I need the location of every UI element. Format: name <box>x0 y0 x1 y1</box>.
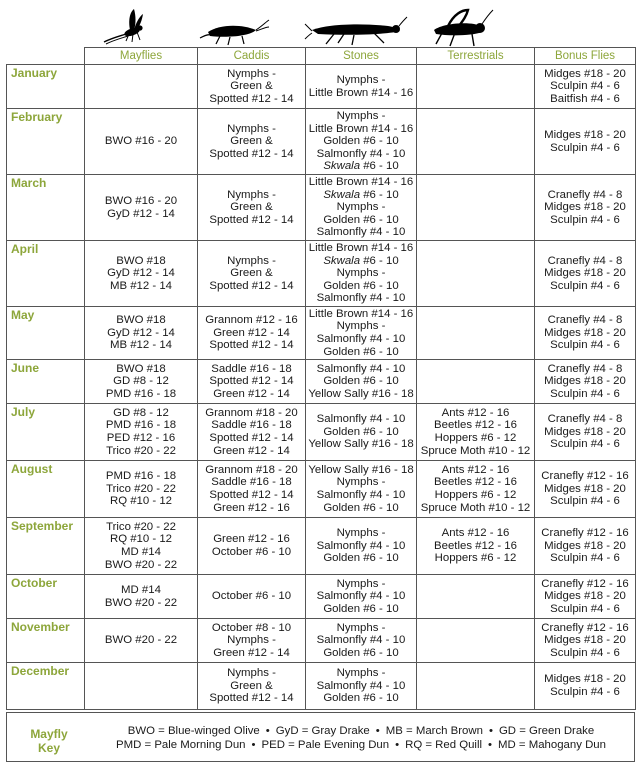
key-line-1 <box>93 724 629 738</box>
fly-entry: Baitfish #4 - 6 <box>550 92 620 105</box>
month-row <box>7 175 636 241</box>
month-label: May <box>7 307 85 360</box>
hatch-cell-caddis <box>198 307 306 360</box>
fly-entry: Nymphs - <box>336 621 386 634</box>
month-row <box>7 461 636 518</box>
key-separator: • <box>395 739 400 751</box>
fly-entry: Midges #18 - 20 <box>544 425 626 438</box>
hatch-cell-bonus-flies <box>535 404 636 461</box>
column-header-caddis: Caddis <box>198 48 306 65</box>
fly-entry: Cranefly #4 - 8 <box>547 188 623 201</box>
fly-entry: Cranefly #12 - 16 <box>541 527 629 540</box>
fly-entry: Cranefly #4 - 8 <box>547 413 623 426</box>
fly-entry: Nymphs - <box>336 320 386 333</box>
hatch-cell-bonus-flies <box>535 109 636 175</box>
fly-entry: Sculpin #4 - 6 <box>550 686 620 698</box>
hatch-cell-terrestrials <box>417 241 535 307</box>
hatch-cell-bonus-flies <box>535 360 636 404</box>
fly-entry: Golden #6 - 10 <box>323 552 399 565</box>
fly-entry: Salmonfly #4 - 10 <box>316 147 406 160</box>
month-label: September <box>7 518 85 575</box>
hatch-cell-caddis <box>198 65 306 109</box>
fly-entry: Grannom #18 - 20 <box>205 463 298 476</box>
hatch-cell-stones <box>306 404 417 461</box>
fly-entry: Nymphs - <box>227 122 276 135</box>
month-label: February <box>7 109 85 175</box>
fly-entry: Golden #6 - 10 <box>323 213 399 226</box>
hatch-cell-mayflies <box>85 109 198 175</box>
month-row <box>7 109 636 175</box>
key-separator: • <box>488 739 493 751</box>
fly-entry: Cranefly #12 - 16 <box>541 577 629 590</box>
fly-entry: Golden #6 - 10 <box>323 692 399 705</box>
fly-entry: Midges #18 - 20 <box>544 201 626 214</box>
hatch-cell-mayflies <box>85 461 198 518</box>
fly-entry: Spotted #12 - 14 <box>209 375 294 388</box>
fly-entry: Little Brown #14 - 16 <box>308 176 414 189</box>
month-label: June <box>7 360 85 404</box>
fly-entry: Spotted #12 - 14 <box>209 213 294 226</box>
hatch-cell-bonus-flies <box>535 575 636 619</box>
fly-entry: BWO #20 - 22 <box>104 634 178 647</box>
hatch-cell-caddis <box>198 175 306 241</box>
insect-silhouettes <box>0 0 640 48</box>
fly-entry: Little Brown #14 - 16 <box>308 242 414 255</box>
fly-entry: RQ #10 - 12 <box>109 495 173 508</box>
fly-entry: Sculpin #4 - 6 <box>550 387 620 400</box>
fly-entry: Golden #6 - 10 <box>323 135 399 148</box>
fly-entry: Spotted #12 - 14 <box>209 489 294 501</box>
hatch-cell-terrestrials <box>417 360 535 404</box>
fly-entry: MD #14 <box>121 583 161 596</box>
fly-entry: Hoppers #6 - 12 <box>434 489 517 501</box>
fly-entry: Yellow Sally #16 - 18 <box>308 438 414 451</box>
fly-entry: GD #8 - 12 <box>113 375 169 388</box>
fly-entry: Nymphs - <box>336 527 386 540</box>
column-header-bonus-flies: Bonus Flies <box>535 48 636 65</box>
fly-entry: Spotted #12 - 14 <box>209 692 294 705</box>
key-entry: BWO = Blue-winged Olive <box>127 725 260 737</box>
hatch-cell-mayflies <box>85 307 198 360</box>
hatch-cell-bonus-flies <box>535 65 636 109</box>
hatch-cell-bonus-flies <box>535 518 636 575</box>
key-line-2 <box>93 738 629 752</box>
hatch-cell-terrestrials <box>417 404 535 461</box>
column-header-terrestrials: Terrestrials <box>417 48 535 65</box>
month-label: April <box>7 241 85 307</box>
fly-entry: BWO #18 <box>116 254 166 267</box>
fly-entry: PMD #16 - 18 <box>105 387 177 400</box>
fly-entry: Green & <box>230 679 273 692</box>
month-label: November <box>7 619 85 663</box>
fly-entry: Midges #18 - 20 <box>544 590 626 603</box>
fly-entry: Salmonfly #4 - 10 <box>316 413 406 426</box>
fly-entry: Skwala #6 - 10 <box>323 160 399 173</box>
fly-entry: Beetles #12 - 16 <box>434 419 517 432</box>
month-label: December <box>7 663 85 710</box>
fly-entry: Nymphs - <box>336 476 386 489</box>
hatch-cell-mayflies <box>85 175 198 241</box>
mayfly-key-title-line1: Mayfly <box>30 727 68 741</box>
hatch-cell-terrestrials <box>417 575 535 619</box>
month-label: August <box>7 461 85 518</box>
fly-entry: Spotted #12 - 14 <box>209 339 294 352</box>
fly-entry: Midges #18 - 20 <box>544 375 626 388</box>
fly-entry: Salmonfly #4 - 10 <box>316 489 406 501</box>
hatch-cell-mayflies <box>85 241 198 307</box>
hatch-cell-mayflies <box>85 663 198 710</box>
fly-entry: Grannom #18 - 20 <box>205 406 298 419</box>
fly-entry: Green #12 - 14 <box>213 387 290 400</box>
hatch-cell-stones <box>306 663 417 710</box>
fly-entry: PMD #16 - 18 <box>105 419 177 432</box>
fly-entry: Midges #18 - 20 <box>544 128 626 141</box>
fly-entry: Golden #6 - 10 <box>323 646 399 659</box>
fly-entry: Nymphs - <box>227 254 276 267</box>
hatch-cell-mayflies <box>85 65 198 109</box>
hatch-cell-caddis <box>198 360 306 404</box>
fly-entry: Sculpin #4 - 6 <box>550 339 620 352</box>
column-header-stones: Stones <box>306 48 417 65</box>
fly-entry: Ants #12 - 16 <box>441 406 510 419</box>
hatch-cell-stones <box>306 241 417 307</box>
fly-entry: Golden #6 - 10 <box>323 501 399 514</box>
hatch-cell-stones <box>306 65 417 109</box>
fly-entry: Spotted #12 - 14 <box>209 279 294 292</box>
fly-entry: Nymphs - <box>227 67 276 80</box>
fly-entry: Midges #18 - 20 <box>544 267 626 280</box>
key-entry: GD = Green Drake <box>498 725 595 737</box>
fly-entry: Grannom #12 - 16 <box>205 314 298 327</box>
hatch-cell-caddis <box>198 619 306 663</box>
fly-entry: Ants #12 - 16 <box>441 527 510 540</box>
fly-entry: BWO #18 <box>116 362 166 375</box>
key-separator: • <box>265 725 270 737</box>
hatch-cell-stones <box>306 461 417 518</box>
hatch-cell-mayflies <box>85 404 198 461</box>
fly-entry: Sculpin #4 - 6 <box>550 279 620 292</box>
fly-entry: BWO #16 - 20 <box>104 135 178 148</box>
caddisfly-icon <box>198 18 270 46</box>
fly-entry: Spruce Moth #10 - 12 <box>420 501 531 514</box>
fly-entry: Beetles #12 - 16 <box>434 539 517 552</box>
hatch-cell-caddis <box>198 518 306 575</box>
fly-entry: Golden #6 - 10 <box>323 345 399 358</box>
hatch-cell-stones <box>306 575 417 619</box>
mayfly-key-definitions <box>93 724 629 752</box>
fly-entry: GyD #12 - 14 <box>107 207 175 220</box>
fly-entry: Saddle #16 - 18 <box>211 362 292 375</box>
month-row <box>7 518 636 575</box>
fly-entry: Trico #20 - 22 <box>106 444 176 457</box>
fly-entry: Salmonfly #4 - 10 <box>316 333 406 345</box>
fly-entry: Nymphs - <box>336 110 386 123</box>
month-label: October <box>7 575 85 619</box>
hatch-cell-terrestrials <box>417 619 535 663</box>
hatch-cell-bonus-flies <box>535 663 636 710</box>
fly-entry: Salmonfly #4 - 10 <box>316 679 406 692</box>
fly-entry: Salmonfly #4 - 10 <box>316 539 406 552</box>
hatch-cell-terrestrials <box>417 307 535 360</box>
fly-entry: Sculpin #4 - 6 <box>550 602 620 615</box>
fly-entry: Sculpin #4 - 6 <box>550 213 620 226</box>
key-separator: • <box>251 739 256 751</box>
month-label: January <box>7 65 85 109</box>
hatch-cell-stones <box>306 360 417 404</box>
fly-entry: Sculpin #4 - 6 <box>550 438 620 451</box>
fly-entry: Cranefly #12 - 16 <box>541 621 629 634</box>
fly-entry: Spruce Moth #10 - 12 <box>420 444 531 457</box>
fly-entry: Sculpin #4 - 6 <box>550 495 620 508</box>
hatch-cell-caddis <box>198 461 306 518</box>
fly-entry: Nymphs - <box>336 73 386 86</box>
key-entry: MB = March Brown <box>385 725 483 737</box>
fly-entry: Golden #6 - 10 <box>323 279 399 292</box>
fly-entry: Skwala #6 - 10 <box>323 254 399 267</box>
fly-entry: Yellow Sally #16 - 18 <box>308 463 414 476</box>
fly-entry: Nymphs - <box>227 667 276 680</box>
fly-entry: Green & <box>230 135 273 148</box>
fly-entry: MD #14 <box>121 546 161 558</box>
fly-entry: Green #12 - 16 <box>213 501 290 514</box>
fly-entry: Skwala #6 - 10 <box>323 188 399 201</box>
fly-entry: Salmonfly #4 - 10 <box>316 590 406 603</box>
fly-entry: Little Brown #14 - 16 <box>308 86 414 99</box>
fly-entry: GyD #12 - 14 <box>107 326 175 339</box>
fly-entry: Nymphs - <box>336 267 386 280</box>
fly-entry: Sculpin #4 - 6 <box>550 646 620 659</box>
month-label: March <box>7 175 85 241</box>
fly-entry: RQ #10 - 12 <box>109 533 173 546</box>
month-row <box>7 404 636 461</box>
key-entry: MD = Mahogany Dun <box>498 739 606 751</box>
hatch-cell-stones <box>306 619 417 663</box>
hatch-cell-caddis <box>198 663 306 710</box>
key-entry: PED = Pale Evening Dun <box>261 739 390 751</box>
hatch-cell-caddis <box>198 241 306 307</box>
fly-entry: Yellow Sally #16 - 18 <box>308 387 414 400</box>
hatch-cell-caddis <box>198 404 306 461</box>
fly-entry: Little Brown #14 - 16 <box>308 122 414 135</box>
fly-entry: Nymphs - <box>336 201 386 214</box>
month-row <box>7 307 636 360</box>
fly-entry: Golden #6 - 10 <box>323 602 399 615</box>
hatch-cell-terrestrials <box>417 663 535 710</box>
hatch-cell-stones <box>306 109 417 175</box>
fly-entry: Midges #18 - 20 <box>544 634 626 647</box>
hatch-cell-caddis <box>198 575 306 619</box>
fly-entry: BWO #16 - 20 <box>104 194 178 207</box>
fly-entry: Midges #18 - 20 <box>544 539 626 552</box>
fly-entry: Hoppers #6 - 12 <box>434 552 517 565</box>
fly-entry: MB #12 - 14 <box>109 339 173 352</box>
hatch-cell-stones <box>306 175 417 241</box>
hatch-cell-terrestrials <box>417 461 535 518</box>
fly-entry: Golden #6 - 10 <box>323 425 399 438</box>
fly-entry: Midges #18 - 20 <box>544 673 626 686</box>
fly-entry: BWO #20 - 22 <box>104 558 178 571</box>
fly-entry: Cranefly #4 - 8 <box>547 254 623 267</box>
mayfly-icon <box>102 8 148 46</box>
key-entry: PMD = Pale Morning Dun <box>116 739 246 751</box>
hatch-cell-stones <box>306 307 417 360</box>
grasshopper-icon <box>428 8 494 48</box>
hatch-cell-bonus-flies <box>535 461 636 518</box>
key-entry: GyD = Gray Drake <box>275 725 370 737</box>
fly-entry: Green #12 - 14 <box>213 646 290 659</box>
fly-entry: Green & <box>230 80 273 93</box>
key-entry: RQ = Red Quill <box>405 739 483 751</box>
fly-entry: GD #8 - 12 <box>113 406 169 419</box>
key-separator: • <box>375 725 380 737</box>
fly-entry: Ants #12 - 16 <box>441 463 510 476</box>
month-row <box>7 619 636 663</box>
stonefly-icon <box>304 14 408 46</box>
fly-entry: Midges #18 - 20 <box>544 326 626 339</box>
fly-entry: Sculpin #4 - 6 <box>550 552 620 565</box>
mayfly-key-title <box>11 727 87 755</box>
fly-entry: Nymphs - <box>336 577 386 590</box>
fly-entry: Salmonfly #4 - 10 <box>316 634 406 647</box>
hatch-cell-mayflies <box>85 575 198 619</box>
fly-entry: Trico #20 - 22 <box>106 482 176 495</box>
month-label: July <box>7 404 85 461</box>
hatch-chart-table <box>6 47 636 710</box>
mayfly-key <box>6 712 635 762</box>
hatch-cell-terrestrials <box>417 65 535 109</box>
month-row <box>7 663 636 710</box>
fly-entry: PED #12 - 16 <box>106 432 176 444</box>
fly-entry: Little Brown #14 - 16 <box>308 307 414 320</box>
fly-entry: Trico #20 - 22 <box>106 520 176 533</box>
fly-entry: Midges #18 - 20 <box>544 482 626 495</box>
fly-entry: BWO #18 <box>116 314 166 327</box>
fly-entry: Midges #18 - 20 <box>544 67 626 80</box>
fly-entry: Nymphs - <box>227 634 276 647</box>
corner-cell <box>7 48 85 65</box>
month-row <box>7 65 636 109</box>
hatch-cell-mayflies <box>85 619 198 663</box>
fly-entry: Salmonfly #4 - 10 <box>316 292 406 305</box>
fly-entry: Salmonfly #4 - 10 <box>316 362 406 375</box>
fly-entry: Cranefly #12 - 16 <box>541 470 629 483</box>
fly-entry: October #6 - 10 <box>211 590 292 603</box>
fly-entry: PMD #16 - 18 <box>105 470 177 483</box>
fly-entry: Nymphs - <box>336 667 386 680</box>
hatch-cell-mayflies <box>85 360 198 404</box>
fly-entry: BWO #20 - 22 <box>104 596 178 609</box>
hatch-cell-bonus-flies <box>535 307 636 360</box>
fly-entry: Cranefly #4 - 8 <box>547 314 623 327</box>
fly-entry: Golden #6 - 10 <box>323 375 399 388</box>
hatch-cell-terrestrials <box>417 175 535 241</box>
fly-entry: October #8 - 10 <box>211 621 292 634</box>
key-separator: • <box>488 725 493 737</box>
fly-entry: GyD #12 - 14 <box>107 267 175 280</box>
hatch-cell-bonus-flies <box>535 619 636 663</box>
fly-entry: Green #12 - 14 <box>213 326 290 339</box>
fly-entry: Saddle #16 - 18 <box>211 419 292 432</box>
month-row <box>7 241 636 307</box>
fly-entry: Spotted #12 - 14 <box>209 147 294 160</box>
fly-entry: Saddle #16 - 18 <box>211 476 292 489</box>
fly-entry: Spotted #12 - 14 <box>209 432 294 444</box>
fly-entry: Sculpin #4 - 6 <box>550 80 620 93</box>
fly-entry: Salmonfly #4 - 10 <box>316 226 406 239</box>
fly-entry: Sculpin #4 - 6 <box>550 141 620 154</box>
column-header-mayflies: Mayflies <box>85 48 198 65</box>
fly-entry: October #6 - 10 <box>211 546 292 558</box>
fly-entry: Hoppers #6 - 12 <box>434 432 517 444</box>
hatch-cell-caddis <box>198 109 306 175</box>
hatch-cell-bonus-flies <box>535 175 636 241</box>
hatch-cell-terrestrials <box>417 518 535 575</box>
hatch-cell-stones <box>306 518 417 575</box>
month-row <box>7 575 636 619</box>
fly-entry: Cranefly #4 - 8 <box>547 362 623 375</box>
hatch-cell-terrestrials <box>417 109 535 175</box>
fly-entry: Green #12 - 16 <box>213 533 290 546</box>
mayfly-key-title-line2: Key <box>37 741 60 755</box>
hatch-cell-mayflies <box>85 518 198 575</box>
month-row <box>7 360 636 404</box>
fly-entry: MB #12 - 14 <box>109 279 173 292</box>
header-row <box>7 48 636 65</box>
fly-entry: Green & <box>230 267 273 280</box>
fly-entry: Green & <box>230 201 273 214</box>
fly-entry: Spotted #12 - 14 <box>209 92 294 105</box>
fly-entry: Green #12 - 14 <box>213 444 290 457</box>
fly-entry: Nymphs - <box>227 188 276 201</box>
hatch-cell-bonus-flies <box>535 241 636 307</box>
fly-entry: Beetles #12 - 16 <box>434 476 517 489</box>
